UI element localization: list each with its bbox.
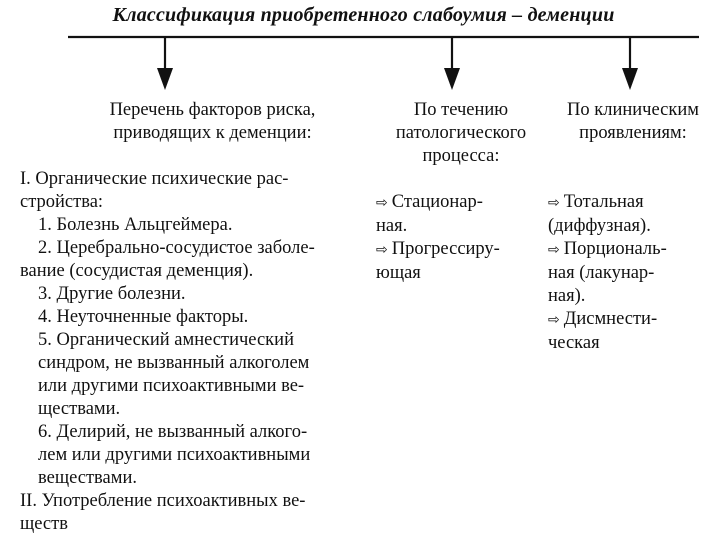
course-heading: По течению патологического процесса: <box>395 100 527 166</box>
list-item: ⇨ Стационар- ная. <box>376 192 483 236</box>
group-organic <box>20 168 365 490</box>
clinical-column <box>548 99 718 355</box>
course-column <box>376 99 536 285</box>
group-label: ществ <box>20 514 68 534</box>
group-label: II. Употребление психоактивных ве- <box>20 491 306 511</box>
arrowhead-course-icon <box>444 68 460 90</box>
list-item: 4. Неуточненные факторы. <box>38 307 249 327</box>
list-item: ⇨ Тотальная (диффузная). <box>548 192 651 236</box>
list-item: 6. Делирий, не вызванный алкого- лем или другими психоактивными веществами. <box>38 422 311 488</box>
risk-factors-column <box>20 99 365 536</box>
connector-lines <box>0 0 727 100</box>
risk-heading: Перечень факторов риска, приводящих к деменции: <box>109 100 316 143</box>
organic-items <box>20 214 365 490</box>
arrowhead-risk-icon <box>157 68 173 90</box>
clinical-heading: По клиническим проявлениям: <box>567 100 699 143</box>
list-item: 5. Органический амнестический синдром, не вызванный алкоголем или другими психоактивными ве- ществами. <box>38 330 310 419</box>
list-item: ⇨ Дисмнести- ческая <box>548 309 658 353</box>
arrowhead-clinical-icon <box>622 68 638 90</box>
arrow-right-icon: ⇨ <box>376 242 388 258</box>
list-item: 2. Церебрально-сосудистое заболе- вание (сосудистая деменция). <box>20 238 315 281</box>
arrow-right-icon: ⇨ <box>548 242 560 258</box>
clinical-items <box>548 191 718 355</box>
group-label: I. Органические психические рас- <box>20 169 289 189</box>
list-item: 1. Болезнь Альцгеймера. <box>38 215 233 235</box>
arrow-right-icon: ⇨ <box>548 195 560 211</box>
list-item: 3. Другие болезни. <box>38 284 186 304</box>
group-label: стройства: <box>20 192 104 212</box>
list-item: ⇨ Порциональ- ная (лакунар- ная). <box>548 239 667 306</box>
arrow-right-icon: ⇨ <box>548 312 560 328</box>
course-items <box>376 191 536 285</box>
arrow-right-icon: ⇨ <box>376 195 388 211</box>
diagram-title: Классификация приобретенного слабоумия – деменции <box>112 4 615 26</box>
group-substance <box>20 490 365 536</box>
list-item: ⇨ Прогрессиру- ющая <box>376 239 500 283</box>
